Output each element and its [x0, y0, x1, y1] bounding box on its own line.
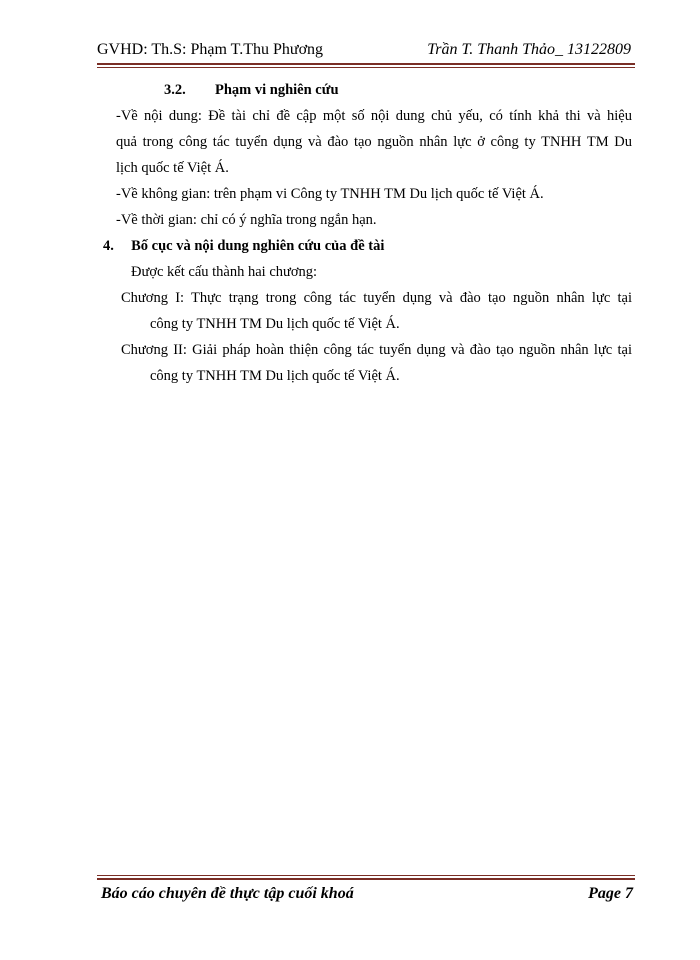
section-number: 4.	[103, 238, 114, 254]
section-3-2-heading	[164, 82, 339, 99]
paragraph-content-line: lịch quốc tế Việt Á.	[116, 160, 229, 176]
page-number: Page 7	[588, 885, 633, 902]
paragraph-content-line: quả trong công tác tuyển dụng và đào tạo nguồn nhân lực ở công ty TNHH TM Du	[116, 134, 632, 150]
page-footer	[97, 885, 635, 905]
chapter-1-line: công ty TNHH TM Du lịch quốc tế Việt Á.	[150, 316, 400, 332]
footer-rule	[97, 875, 635, 880]
chapter-2-line: Chương II: Giải pháp hoàn thiện công tác tuyển dụng và đào tạo nguồn nhân lực tại	[121, 342, 632, 358]
header-advisor: GVHD: Th.S: Phạm T.Thu Phương	[97, 41, 324, 58]
section-4-heading	[103, 238, 384, 255]
header-rule	[97, 63, 635, 68]
paragraph-space: -Về không gian: trên phạm vi Công ty TNHH TM Du lịch quốc tế Việt Á.	[116, 186, 544, 202]
footer-report-title: Báo cáo chuyên đề thực tập cuối khoá	[101, 885, 354, 902]
chapter-2-line: công ty TNHH TM Du lịch quốc tế Việt Á.	[150, 368, 400, 384]
section-title: Bố cục và nội dung nghiên cứu của đề tài	[131, 238, 385, 254]
chapter-1-line: Chương I: Thực trạng trong công tác tuyển dụng và đào tạo nguồn nhân lực tại	[121, 290, 632, 306]
page-header	[97, 41, 635, 61]
header-author: Trần T. Thanh Thảo_ 13122809	[427, 41, 631, 58]
paragraph-time: -Về thời gian: chỉ có ý nghĩa trong ngắn hạn.	[116, 212, 377, 228]
section-number: 3.2.	[164, 82, 186, 98]
paragraph-content-line: -Về nội dung: Đề tài chỉ đề cập một số nội dung chủ yếu, có tính khả thi và hiệu	[116, 108, 632, 124]
section-title: Phạm vi nghiên cứu	[215, 82, 339, 98]
structure-intro: Được kết cấu thành hai chương:	[131, 264, 318, 280]
